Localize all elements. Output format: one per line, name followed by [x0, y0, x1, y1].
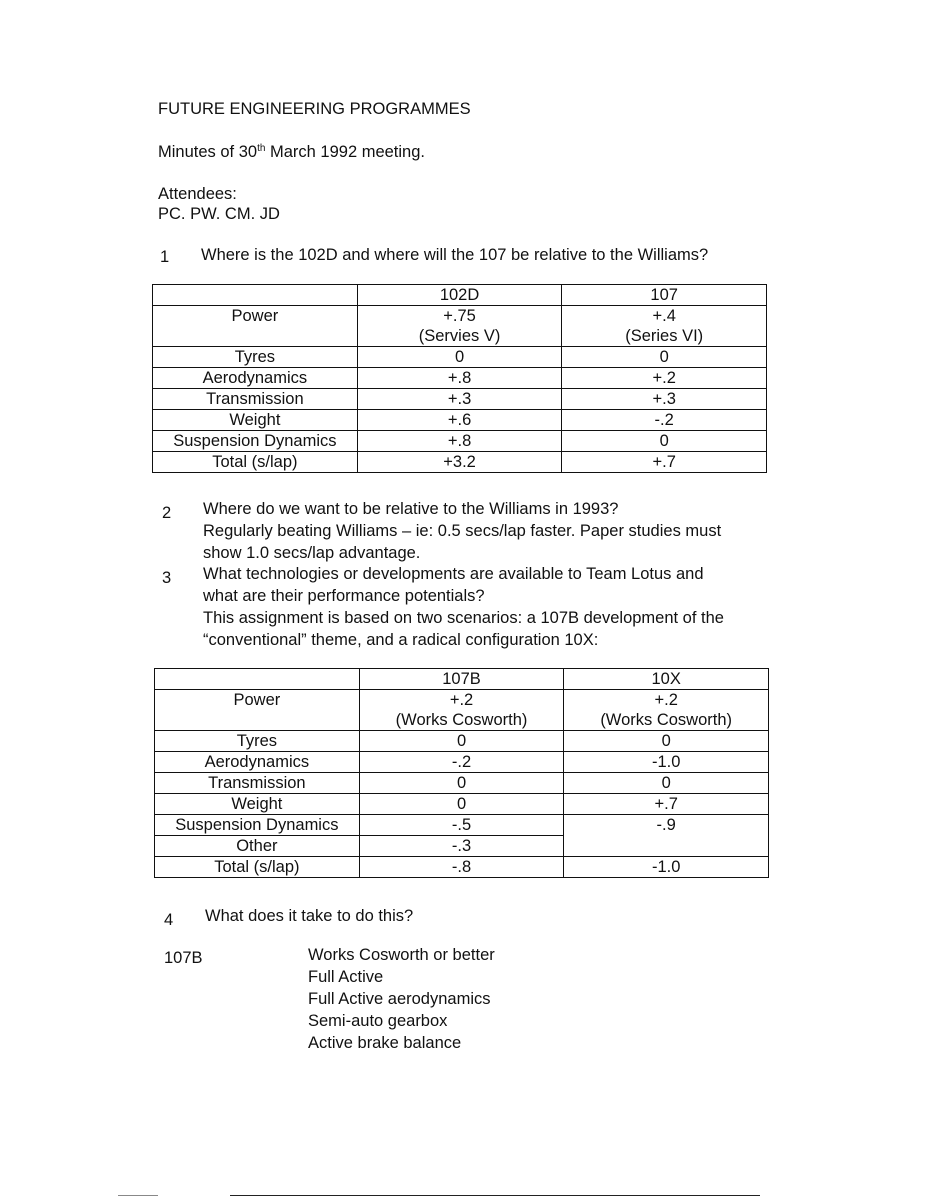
cell-note: (Series VI)	[625, 327, 704, 345]
table-header-cell: 10X	[564, 669, 769, 690]
cell-value: +.2	[449, 691, 474, 709]
cell-value: +.4	[652, 307, 676, 325]
table-cell	[564, 690, 769, 731]
row-label: Suspension Dynamics	[155, 815, 360, 836]
row-label: Transmission	[153, 389, 358, 410]
table-row	[155, 794, 769, 815]
minutes-prefix: Minutes of 30	[158, 143, 258, 161]
row-label: Suspension Dynamics	[153, 431, 358, 452]
table-row	[155, 690, 769, 731]
requirements-item: Active brake balance	[308, 1034, 462, 1052]
question-text: Where is the 102D and where will the 107 be relative to the Williams?	[201, 246, 709, 264]
question-number: 2	[162, 504, 172, 522]
attendees-names: PC. PW. CM. JD	[158, 205, 280, 223]
row-label: Power	[153, 306, 358, 347]
requirements-item: Full Active aerodynamics	[308, 990, 491, 1008]
question-text: What does it take to do this?	[205, 907, 414, 925]
performance-table-102d-107	[152, 284, 767, 473]
row-label: Tyres	[155, 731, 360, 752]
row-label: Aerodynamics	[155, 752, 360, 773]
table-row	[153, 431, 767, 452]
cell-note: (Servies V)	[418, 327, 501, 345]
table-row	[155, 773, 769, 794]
table-cell: -.3	[359, 836, 564, 857]
minutes-superscript: th	[257, 143, 266, 154]
requirements-item: Semi-auto gearbox	[308, 1012, 448, 1030]
table-cell: -.2	[562, 410, 767, 431]
table-row	[155, 815, 769, 836]
table-cell: 0	[359, 731, 564, 752]
table-cell: +.2	[562, 368, 767, 389]
cell-note: (Works Cosworth)	[600, 711, 733, 729]
table-row	[153, 368, 767, 389]
table-cell: 0	[564, 731, 769, 752]
table-row	[153, 347, 767, 368]
table-cell-merged: -.9	[564, 815, 769, 857]
table-row	[153, 389, 767, 410]
table-cell	[357, 306, 562, 347]
row-label: Weight	[153, 410, 358, 431]
table-cell: -.5	[359, 815, 564, 836]
question-answer: show 1.0 secs/lap advantage.	[203, 544, 421, 562]
table-row	[155, 752, 769, 773]
question-text: What technologies or developments are available to Team Lotus and	[203, 565, 704, 583]
table-cell	[562, 306, 767, 347]
table-cell: +.8	[357, 431, 562, 452]
row-label: Weight	[155, 794, 360, 815]
table-header-row	[155, 669, 769, 690]
cell-note: (Works Cosworth)	[395, 711, 528, 729]
question-answer: “conventional” theme, and a radical configuration 10X:	[203, 631, 599, 649]
table-row	[153, 410, 767, 431]
row-label: Transmission	[155, 773, 360, 794]
performance-table-107b-10x	[154, 668, 769, 878]
row-label: Tyres	[153, 347, 358, 368]
requirements-item: Full Active	[308, 968, 384, 986]
table-cell: 0	[562, 347, 767, 368]
table-cell: 0	[562, 431, 767, 452]
table-cell: -1.0	[564, 752, 769, 773]
cell-value: +.2	[654, 691, 678, 709]
table-header-cell: 107B	[359, 669, 564, 690]
requirements-label: 107B	[164, 949, 203, 967]
table-header-row	[153, 285, 767, 306]
table-cell	[153, 285, 358, 306]
row-label: Other	[155, 836, 360, 857]
table-cell: -1.0	[564, 857, 769, 878]
row-label: Total (s/lap)	[153, 452, 358, 473]
table-row	[155, 731, 769, 752]
table-row	[153, 306, 767, 347]
document-heading: FUTURE ENGINEERING PROGRAMMES	[158, 100, 471, 118]
table-cell: +.7	[564, 794, 769, 815]
table-row	[153, 452, 767, 473]
table-cell: 0	[357, 347, 562, 368]
table-cell: +.7	[562, 452, 767, 473]
table-cell: 0	[359, 773, 564, 794]
question-text: what are their performance potentials?	[203, 587, 485, 605]
table-cell: +.3	[562, 389, 767, 410]
question-text: Where do we want to be relative to the Williams in 1993?	[203, 500, 619, 518]
table-cell	[155, 669, 360, 690]
table-cell: 0	[564, 773, 769, 794]
question-number: 1	[160, 248, 170, 266]
table-cell: +3.2	[357, 452, 562, 473]
row-label: Aerodynamics	[153, 368, 358, 389]
minutes-line	[158, 141, 425, 163]
table-cell: -.8	[359, 857, 564, 878]
table-cell: +.6	[357, 410, 562, 431]
bottom-rule-fragment	[118, 1195, 158, 1196]
question-number: 4	[164, 911, 174, 929]
table-header-cell: 107	[562, 285, 767, 306]
row-label: Total (s/lap)	[155, 857, 360, 878]
minutes-suffix: March 1992 meeting.	[265, 143, 425, 161]
attendees-label: Attendees:	[158, 185, 237, 203]
table-header-cell: 102D	[357, 285, 562, 306]
cell-value: +.75	[443, 307, 476, 325]
question-answer: This assignment is based on two scenarios: a 107B development of the	[203, 609, 724, 627]
question-number: 3	[162, 569, 172, 587]
table-cell: 0	[359, 794, 564, 815]
table-cell: +.8	[357, 368, 562, 389]
question-answer: Regularly beating Williams – ie: 0.5 secs/lap faster. Paper studies must	[203, 522, 722, 540]
row-label: Power	[155, 690, 360, 731]
requirements-item: Works Cosworth or better	[308, 946, 495, 964]
table-row	[155, 857, 769, 878]
table-cell: +.3	[357, 389, 562, 410]
table-cell: -.2	[359, 752, 564, 773]
table-cell	[359, 690, 564, 731]
bottom-rule	[230, 1195, 760, 1196]
